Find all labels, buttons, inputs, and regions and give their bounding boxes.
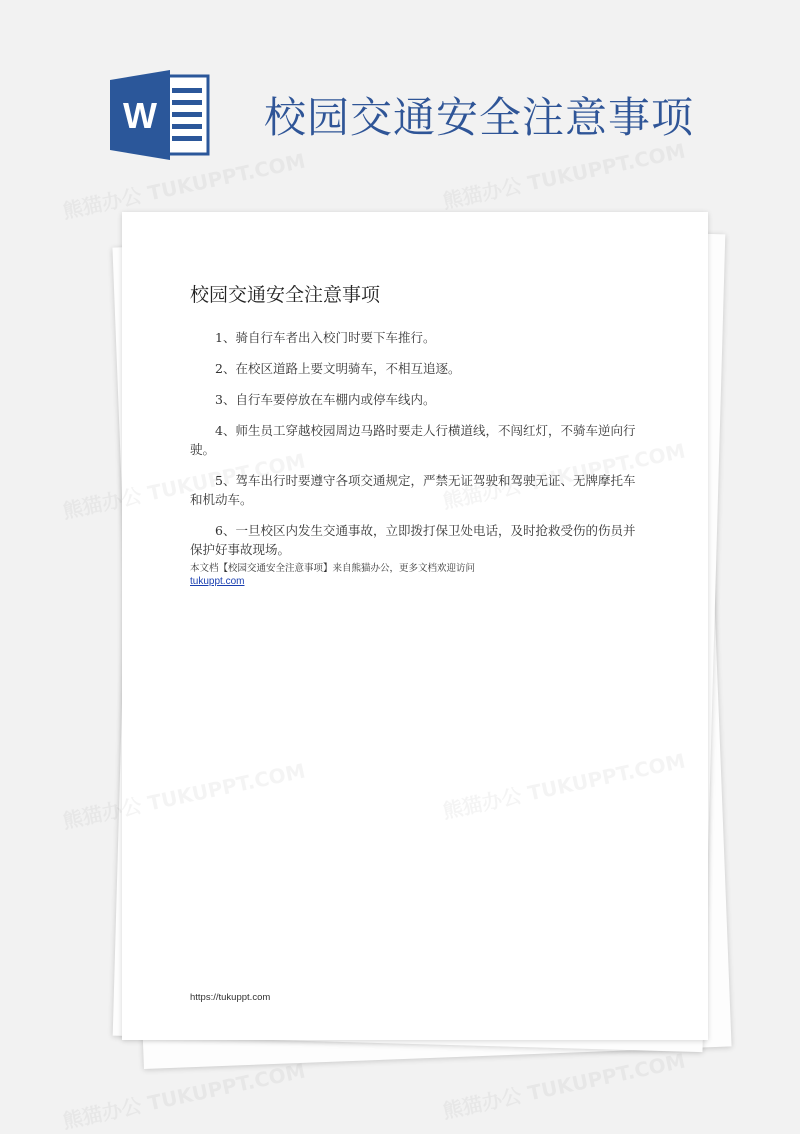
document-title: 校园交通安全注意事项 — [190, 284, 381, 306]
rule-item: 2、在校区道路上要文明骑车，不相互追逐。 — [215, 361, 461, 376]
source-note — [190, 562, 630, 588]
rule-item: 5、驾车出行时要遵守各项交通规定，严禁无证驾驶和驾驶无证、无牌摩托车和机动车。 — [190, 473, 636, 507]
watermark — [440, 1045, 688, 1125]
source-note-text: 本文档【校园交通安全注意事项】来自熊猫办公，更多文档欢迎访问 — [190, 563, 476, 574]
rule-item: 6、一旦校区内发生交通事故，立即拨打保卫处电话，及时抢救受伤的伤员并保护好事故现场。 — [190, 523, 636, 557]
rule-list — [190, 328, 640, 571]
header-title: 校园交通安全注意事项 — [264, 93, 695, 142]
logo-letter: W — [123, 95, 157, 136]
rule-item: 4、师生员工穿越校园周边马路时要走人行横道线，不闯红灯，不骑车逆向行驶。 — [190, 423, 636, 457]
rule-item: 3、自行车要停放在车棚内或停车线内。 — [215, 392, 436, 407]
header — [0, 0, 800, 200]
page-footer-url: https://tukuppt.com — [190, 992, 271, 1003]
word-document-icon — [110, 70, 210, 160]
document-page — [122, 212, 708, 1040]
source-link[interactable]: tukuppt.com — [190, 576, 245, 587]
rule-item: 1、骑自行车者出入校门时要下车推行。 — [215, 330, 436, 345]
